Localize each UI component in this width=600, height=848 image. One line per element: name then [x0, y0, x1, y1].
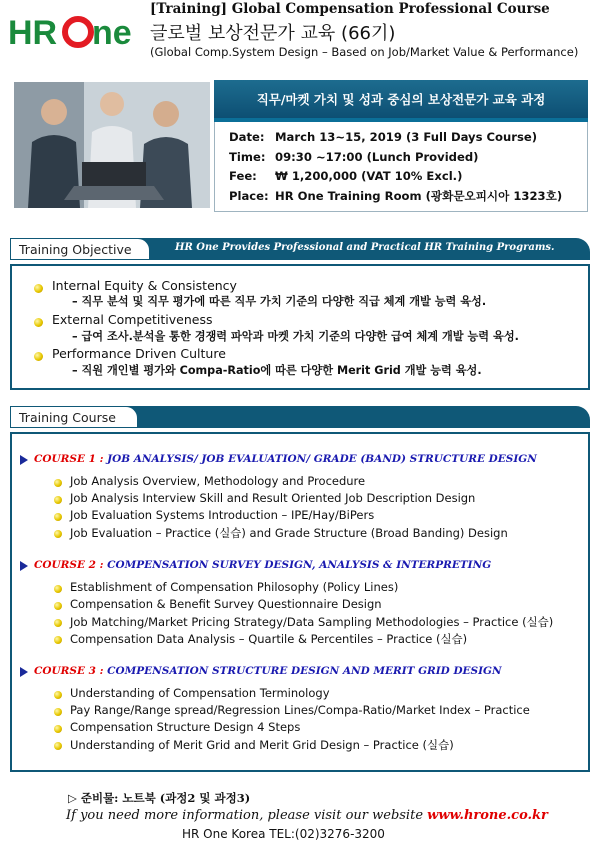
- website-link[interactable]: www.hrone.co.kr: [427, 808, 548, 823]
- bullet-icon: [54, 708, 62, 716]
- info-row-time: [229, 148, 587, 168]
- bullet-icon: [54, 742, 62, 750]
- hero-banner: 직무/마켓 가치 및 성과 중심의 보상전문가 교육 과정: [214, 80, 588, 118]
- objective-box: [10, 264, 590, 390]
- info-value: ₩ 1,200,000 (VAT 10% Excl.): [275, 169, 463, 183]
- info-row-place: [229, 187, 587, 207]
- course-topic: Compensation Structure Design 4 Steps: [70, 720, 301, 734]
- objective-detail: – 직무 분석 및 직무 평가에 따른 직무 가치 기준의 다양한 직급 체계 개발 능력 육성.: [72, 295, 487, 308]
- business-people-illustration: [14, 82, 210, 208]
- course-title: COMPENSATION SURVEY DESIGN, ANALYSIS & INTERPRETING: [107, 559, 492, 571]
- bullet-icon: [54, 619, 62, 627]
- course-2-heading: [34, 559, 491, 571]
- course-number: COURSE 3 :: [34, 665, 104, 677]
- course-tab-label: Training Course: [10, 406, 138, 428]
- hero-photo: [14, 82, 210, 208]
- objective-section-header: [10, 238, 590, 260]
- info-key: Fee:: [229, 169, 257, 183]
- bullet-icon: [54, 725, 62, 733]
- info-key: Place:: [229, 188, 269, 203]
- more-info-line: [66, 808, 548, 823]
- more-info-text: If you need more information, please visit our website: [66, 808, 428, 823]
- contact-phone: HR One Korea TEL:(02)3276-3200: [182, 827, 385, 841]
- course-topic: Pay Range/Range spread/Regression Lines/Compa-Ratio/Market Index – Practice: [70, 703, 530, 717]
- info-key: Time:: [229, 149, 266, 164]
- objective-tab-label: Training Objective: [10, 238, 150, 260]
- course-arrow-icon: [20, 667, 28, 677]
- info-row-fee: [229, 167, 587, 187]
- objective-title: External Competitiveness: [52, 312, 213, 327]
- bullet-icon: [54, 513, 62, 521]
- header-subtitle: (Global Comp.System Design – Based on Job/Market Value & Performance): [150, 45, 579, 59]
- info-key: Date:: [229, 130, 265, 144]
- bullet-icon: [54, 479, 62, 487]
- info-value: March 13~15, 2019 (3 Full Days Course): [275, 130, 538, 144]
- course-section-header: [10, 406, 590, 428]
- course-topic: Establishment of Compensation Philosophy (Policy Lines): [70, 580, 399, 594]
- course-topic: Job Analysis Overview, Methodology and Procedure: [70, 474, 366, 488]
- course-1-heading: [34, 453, 537, 465]
- bullet-icon: [34, 352, 43, 361]
- bullet-icon: [54, 602, 62, 610]
- course-arrow-icon: [20, 561, 28, 571]
- course-number: COURSE 2 :: [34, 559, 104, 571]
- course-arrow-icon: [20, 455, 28, 465]
- objective-tagline: HR One Provides Professional and Practical HR Training Programs.: [175, 242, 555, 253]
- course-topic: Job Evaluation Systems Introduction – IPE/Hay/BiPers: [70, 508, 375, 522]
- objective-title: Internal Equity & Consistency: [52, 278, 237, 293]
- course-topic: Compensation Data Analysis – Quartile & Percentiles – Practice (실습): [70, 632, 468, 646]
- bullet-icon: [34, 318, 43, 327]
- header-course-type: [Training] Global Compensation Professional Course: [150, 1, 550, 17]
- bullet-icon: [54, 691, 62, 699]
- objective-detail: – 직원 개인별 평가와 Compa-Ratio에 따른 다양한 Merit Grid 개발 능력 육성.: [72, 364, 482, 377]
- bullet-icon: [54, 636, 62, 644]
- course-topic: Job Analysis Interview Skill and Result Oriented Job Description Design: [70, 491, 476, 505]
- logo-text-left: HR: [8, 14, 58, 52]
- course-3-heading: [34, 665, 502, 677]
- bullet-icon: [54, 585, 62, 593]
- preparation-note: ▷ 준비물: 노트북 (과정2 및 과정3): [68, 791, 251, 805]
- course-topic: Compensation & Benefit Survey Questionnaire Design: [70, 597, 382, 611]
- objective-title: Performance Driven Culture: [52, 346, 226, 361]
- info-value: 09:30 ~17:00 (Lunch Provided): [275, 149, 479, 164]
- course-info-box: [214, 122, 588, 212]
- course-topic: Job Matching/Market Pricing Strategy/Data Sampling Methodologies – Practice (실습): [70, 615, 554, 629]
- info-value: HR One Training Room (광화문오피시아 1323호): [275, 188, 563, 203]
- header-title-korean: 글로벌 보상전문가 교육 (66기): [150, 23, 396, 44]
- logo-text-right: ne: [92, 14, 132, 52]
- course-number: COURSE 1 :: [34, 453, 104, 465]
- course-topic: Job Evaluation – Practice (실습) and Grade Structure (Broad Banding) Design: [70, 526, 508, 540]
- hrone-logo: [6, 8, 136, 52]
- bullet-icon: [34, 284, 43, 293]
- hrone-logo-graphic: [6, 8, 136, 52]
- info-row-date: [229, 128, 587, 148]
- course-topic: Understanding of Compensation Terminology: [70, 686, 330, 700]
- course-topic: Understanding of Merit Grid and Merit Grid Design – Practice (실습): [70, 738, 454, 752]
- course-title: COMPENSATION STRUCTURE DESIGN AND MERIT GRID DESIGN: [107, 665, 502, 677]
- course-title: JOB ANALYSIS/ JOB EVALUATION/ GRADE (BAND) STRUCTURE DESIGN: [107, 453, 537, 465]
- objective-detail: – 급여 조사.분석을 통한 경쟁력 파악과 마켓 가치 기준의 다양한 급여 체계 개발 능력 육성.: [72, 330, 519, 343]
- bullet-icon: [54, 496, 62, 504]
- bullet-icon: [54, 530, 62, 538]
